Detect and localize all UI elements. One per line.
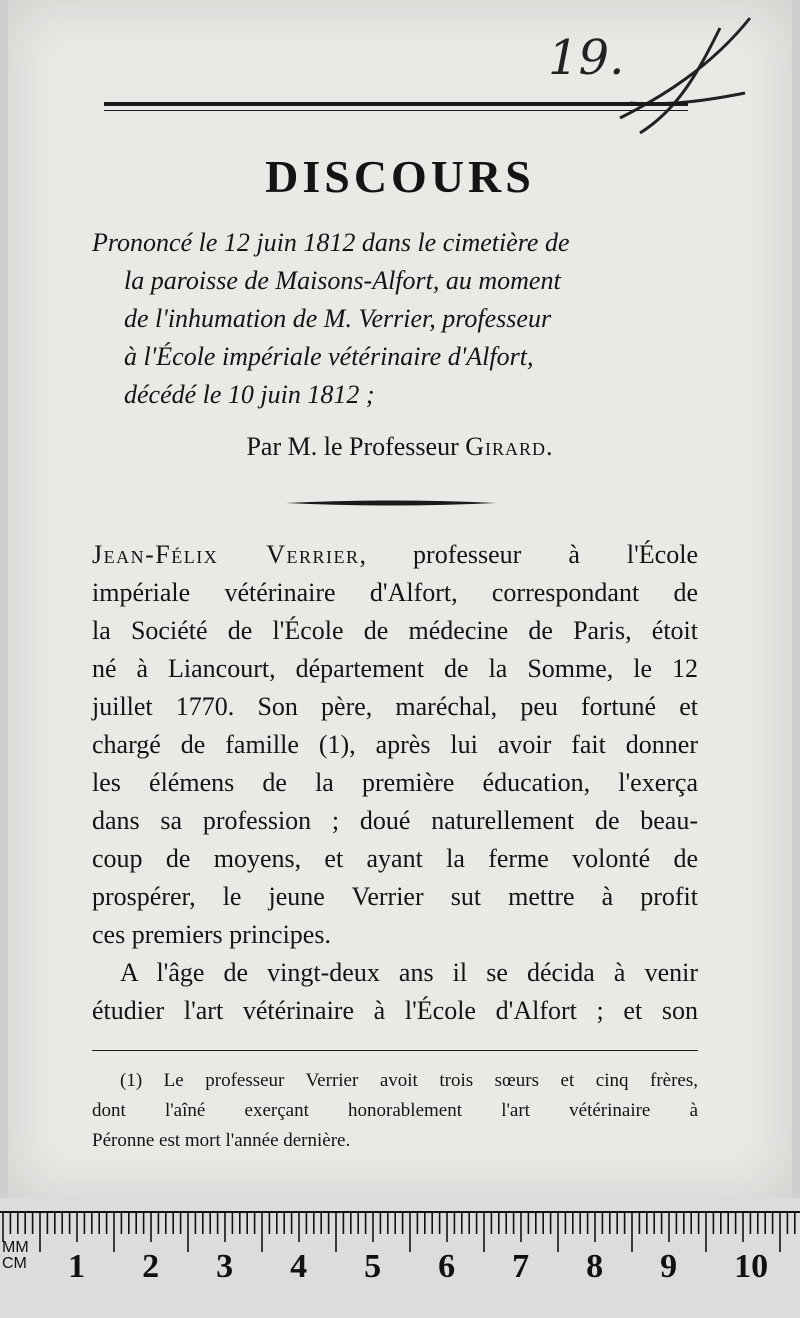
ruler-ticks — [0, 1198, 800, 1318]
subtitle-block — [92, 224, 712, 414]
ruler-number: 7 — [512, 1248, 530, 1285]
ruler-number: 3 — [216, 1248, 234, 1285]
byline — [0, 432, 800, 462]
subtitle-line: la paroisse de Maisons-Alfort, au moment — [124, 266, 561, 295]
footnote-line: (1) Le professeur Verrier avoit trois sœurs et cinq frères, — [120, 1070, 698, 1091]
ruler-number: 4 — [290, 1248, 308, 1285]
ruler-number: 8 — [586, 1248, 604, 1285]
ruler-number: 1 — [68, 1248, 86, 1285]
body-text — [92, 536, 698, 1030]
opening-name: Jean-Félix Verrier — [92, 540, 360, 569]
handwritten-page-number: 19. — [548, 30, 625, 86]
footnote-line: Péronne est mort l'année dernière. — [92, 1130, 351, 1151]
ruler-number: 9 — [660, 1248, 678, 1285]
document-title: DISCOURS — [265, 151, 535, 202]
body-line: né à Liancourt, département de la Somme, le 12 — [92, 654, 698, 683]
ruler-number: 10 — [734, 1248, 769, 1285]
subtitle-line: Prononcé le 12 juin 1812 dans le cimetière de — [92, 228, 570, 257]
ruler-unit-cm: CM — [2, 1255, 27, 1272]
body-line: prospérer, le jeune Verrier sut mettre à profit — [92, 882, 698, 911]
body-line: A l'âge de vingt-deux ans il se décida à venir — [120, 958, 698, 987]
footnote-rule — [92, 1050, 698, 1051]
body-line: Jean-Félix Verrier, professeur à l'École — [92, 540, 698, 569]
body-line: les élémens de la première éducation, l'exerça — [92, 768, 698, 797]
subtitle-line: décédé le 10 juin 1812 ; — [124, 380, 375, 409]
body-line: dans sa profession ; doué naturellement de beau- — [92, 806, 698, 835]
body-line: coup de moyens, et ayant la ferme volonté de — [92, 844, 698, 873]
ruler-unit-mm: MM — [2, 1239, 29, 1256]
body-line: impériale vétérinaire d'Alfort, correspondant de — [92, 578, 698, 607]
ruler-number: 6 — [438, 1248, 456, 1285]
ruler-number: 5 — [364, 1248, 382, 1285]
body-line: chargé de famille (1), après lui avoir fait donner — [92, 730, 698, 759]
ruler-number: 2 — [142, 1248, 160, 1285]
body-line: ces premiers principes. — [92, 920, 331, 949]
top-double-rule — [104, 102, 688, 106]
subtitle-line: de l'inhumation de M. Verrier, professeur — [124, 304, 552, 333]
body-line: la Société de l'École de médecine de Paris, étoit — [92, 616, 698, 645]
body-line: juillet 1770. Son père, maréchal, peu fortuné et — [92, 692, 698, 721]
measurement-ruler — [0, 1198, 800, 1318]
footnote-line: dont l'aîné exerçant honorablement l'art vétérinaire à — [92, 1100, 698, 1121]
handwritten-flourish-icon — [600, 8, 760, 138]
byline-prefix: Par M. le Professeur — [246, 432, 466, 461]
footnote — [92, 1066, 698, 1156]
author-name: Girard. — [465, 432, 554, 461]
body-line: étudier l'art vétérinaire à l'École d'Alfort ; et son — [92, 996, 698, 1025]
subtitle-line: à l'École impériale vétérinaire d'Alfort, — [124, 342, 534, 371]
ornamental-divider — [286, 500, 496, 506]
